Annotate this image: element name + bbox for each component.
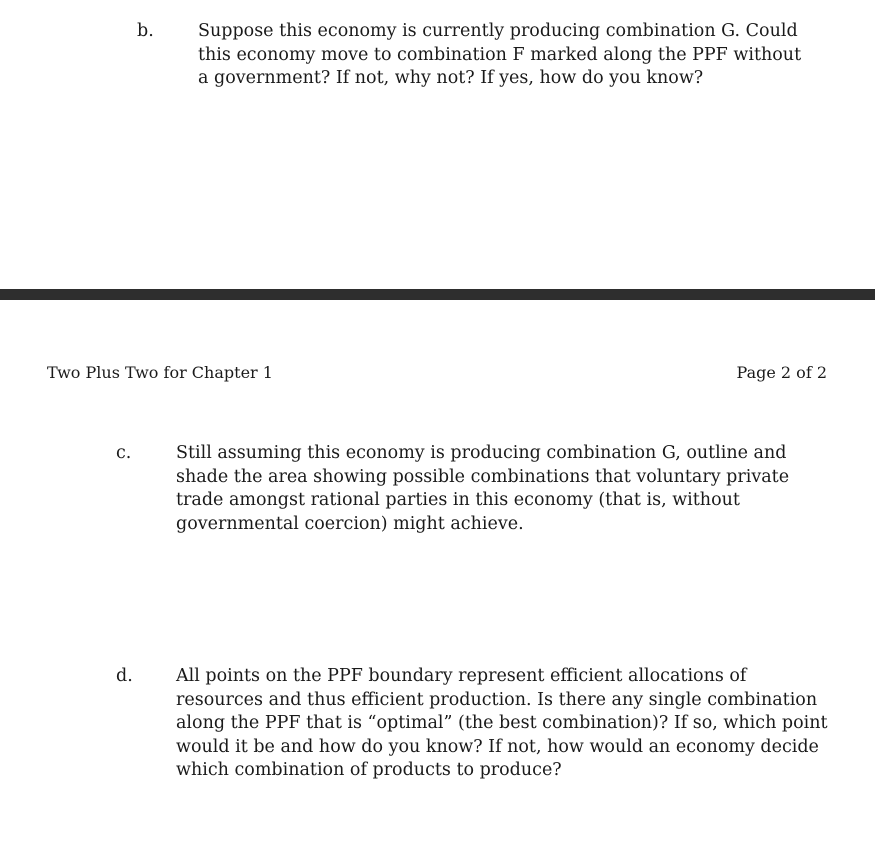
question-d-text <box>176 665 828 783</box>
question-d-line: would it be and how do you know? If not, how would an economy decide <box>176 736 819 757</box>
question-b-label: b. <box>137 21 154 41</box>
page-number: Page 2 of 2 <box>736 363 827 382</box>
question-c-line: shade the area showing possible combinations that voluntary private <box>176 466 790 487</box>
question-b-line: this economy move to combination F marked along the PPF without <box>198 44 802 65</box>
question-c-label: c. <box>116 443 132 463</box>
question-b-text <box>198 20 801 91</box>
question-b-line: a government? If not, why not? If yes, how do you know? <box>198 68 704 88</box>
question-b-line: Suppose this economy is currently producing combination G. Could <box>198 21 798 41</box>
question-c-text <box>176 442 789 536</box>
question-d-label: d. <box>116 666 133 686</box>
question-d-line: which combination of products to produce? <box>176 760 562 780</box>
question-c-line: governmental coercion) might achieve. <box>176 513 524 534</box>
question-d-line: along the PPF that is “optimal” (the best combination)? If so, which point <box>176 713 828 733</box>
page-break-divider <box>0 289 875 300</box>
question-c-line: Still assuming this economy is producing combination G, outline and <box>176 443 787 463</box>
question-c-line: trade amongst rational parties in this economy (that is, without <box>176 490 740 510</box>
page-header-title: Two Plus Two for Chapter 1 <box>47 363 273 382</box>
question-d-line: All points on the PPF boundary represent efficient allocations of <box>176 666 747 686</box>
question-d-line: resources and thus efficient production. Is there any single combination <box>176 689 818 710</box>
